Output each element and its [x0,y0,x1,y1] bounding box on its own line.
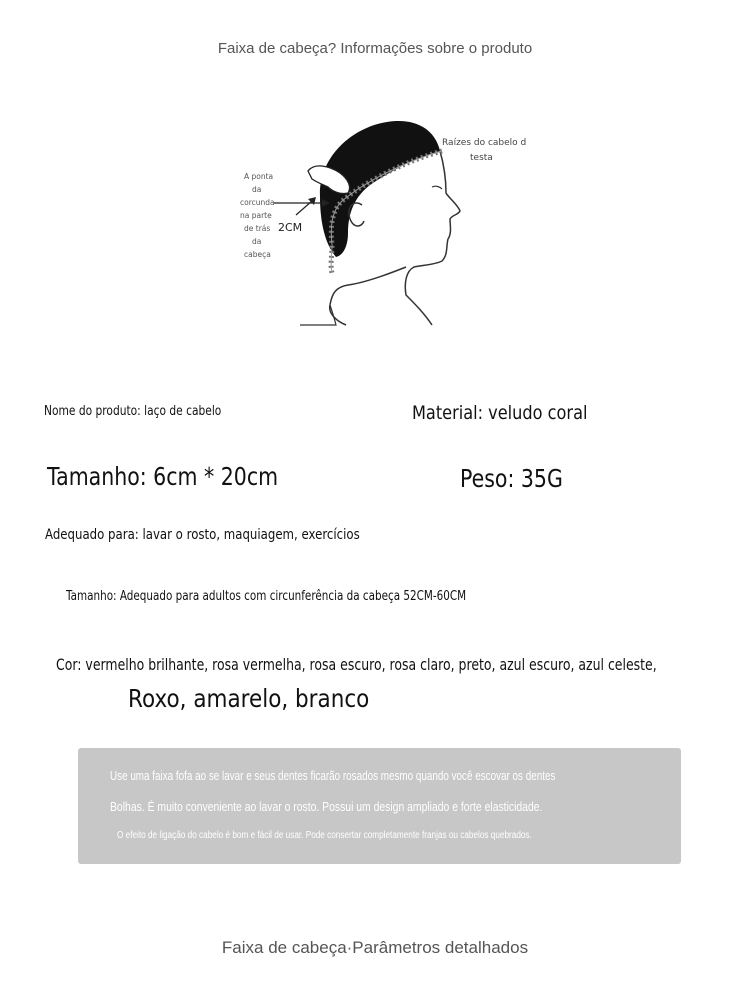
label-measure: 2CM [278,221,303,234]
spec-colors-line2: Roxo, amarelo, branco [128,684,370,713]
spec-product-name: Nome do produto: laço de cabelo [44,404,222,419]
shoulder-outline [300,305,336,325]
ear-shape [349,203,364,226]
spec-colors-line1: Cor: vermelho brilhante, rosa vermelha, rosa escuro, rosa claro, preto, azul escuro, azul celeste, [56,655,657,674]
spec-size-fit: Tamanho: Adequado para adultos com circunferência da cabeça 52CM-60CM [66,589,467,604]
head-measurement-illustration [236,115,526,330]
label-forehead-line1: Raízes do cabelo da [442,138,526,148]
notice-line-3: O efeito de ligação do cabelo é bom e fácil de usar. Pode consertar completamente franjas ou cabelos quebrados. [117,830,532,841]
spec-material: Material: veludo coral [412,402,588,424]
notice-box [78,748,681,864]
label-back-5: da [252,237,262,246]
eye-mark [432,186,442,189]
spec-suitable-for: Adequado para: lavar o rosto, maquiagem, exercícios [45,527,360,543]
label-back-0: A ponta [244,172,274,181]
label-back-3: na parte [240,211,272,220]
label-forehead-line2: testa [470,153,493,163]
spec-weight: Peso: 35G [460,464,563,493]
head-illustration-svg [236,115,526,330]
notice-line-1: Use uma faixa fofa ao se lavar e seus dentes ficarão rosados mesmo quando você escovar os dentes [110,768,556,783]
label-back-4: de trás [244,224,271,233]
label-back-6: cabeça [244,250,271,259]
label-back-2: corcunda [240,198,275,207]
page-header-title: Faixa de cabeça? Informações sobre o produto [217,40,533,57]
spec-size: Tamanho: 6cm * 20cm [47,462,279,491]
page-footer-title: Faixa de cabeça·Parâmetros detalhados [221,938,529,957]
label-back-1: da [252,185,262,194]
notice-line-2: Bolhas. É muito conveniente ao lavar o rosto. Possui um design ampliado e forte elasticidade. [110,799,543,814]
